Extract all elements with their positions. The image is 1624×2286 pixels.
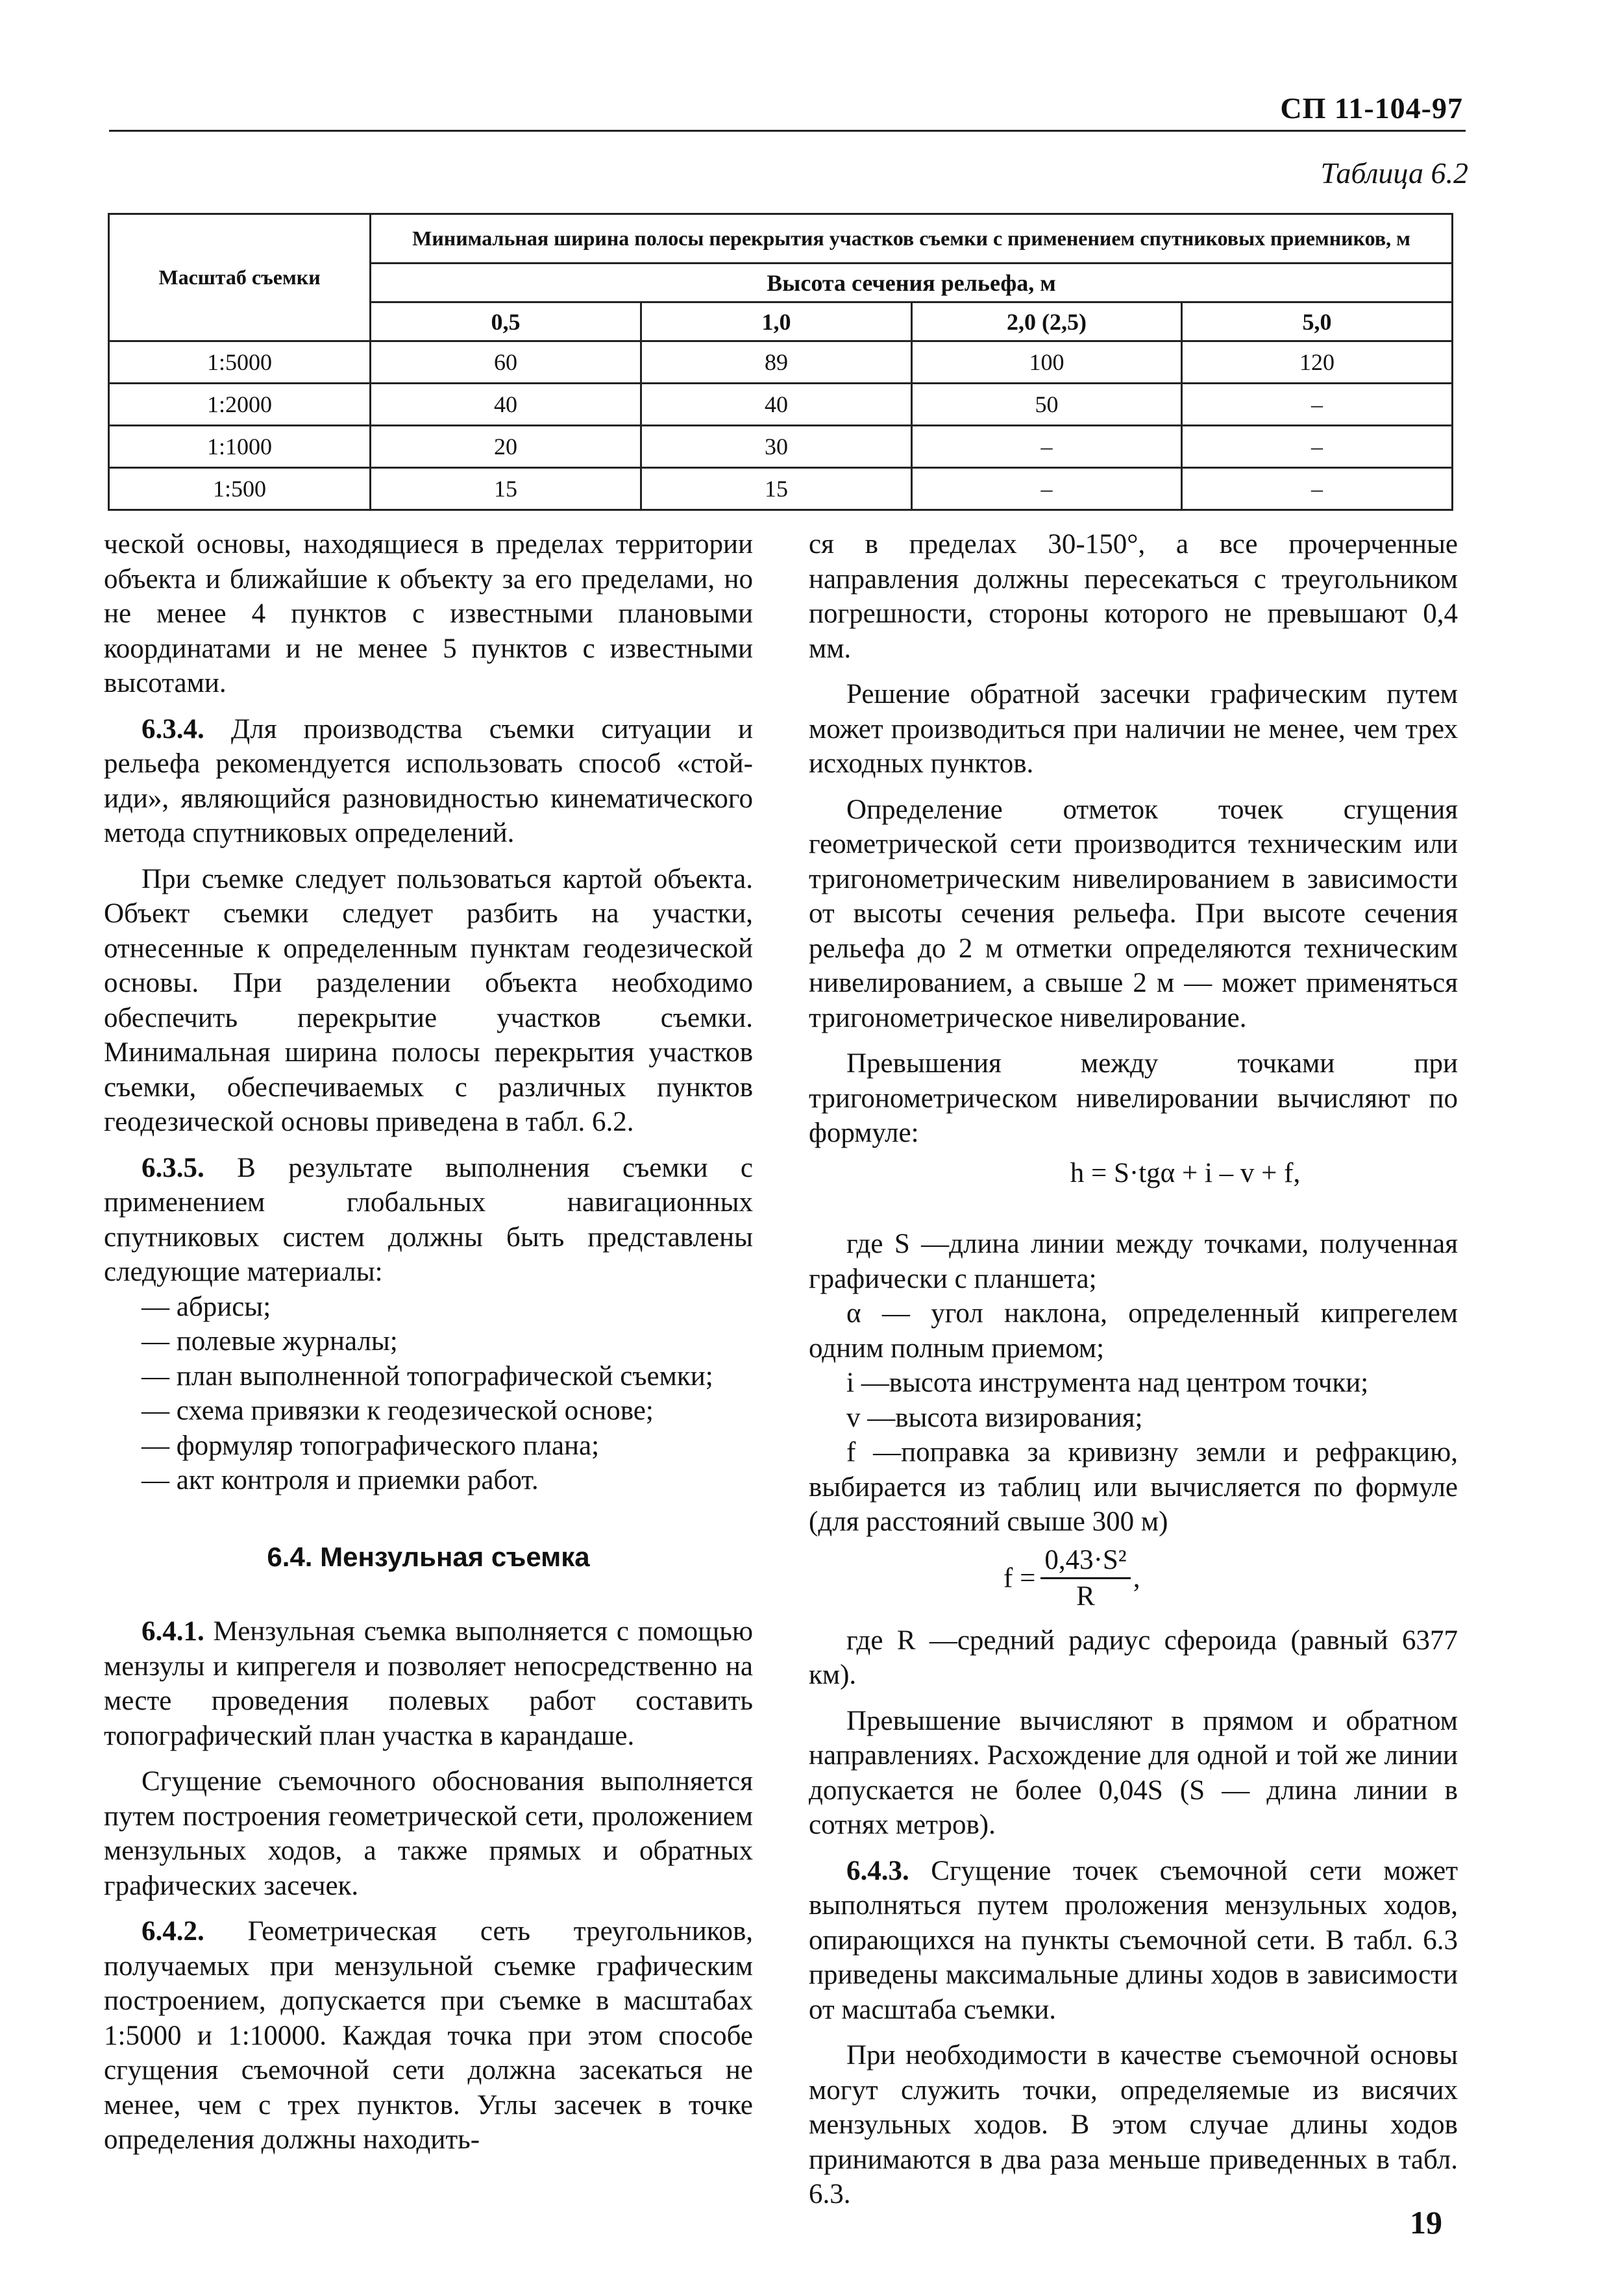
- overlap-width-table: [108, 213, 1453, 511]
- paragraph: Определение отметок точек сгущения геометрической сети производится техническим или тригонометрическим нивелированием в зависимости от высоты сечения рельефа. При высоте сечения рельефа до 2 м отметки определяются техническим нивелированием, а свыше 2 м — может применяться тригонометрическое нивелирование.: [809, 794, 1458, 1033]
- formula-fraction: [1040, 1543, 1130, 1614]
- table-cell: 40: [641, 384, 912, 426]
- paragraph-6-4-3: [809, 1854, 1458, 2028]
- paragraph: При необходимости в качестве съемочной основы могут служить точки, определяемые из висячих мензульных ходов. В этом случае длины ходов принимаются в два раза меньше приведенных в табл. 6.3.: [809, 2040, 1458, 2209]
- list-item: — формуляр топографического плана;: [141, 1430, 600, 1461]
- paragraph: i —высота инструмента над центром точки;: [846, 1368, 1369, 1398]
- paragraph: ческой основы, находящиеся в пределах территории объекта и ближайшие к объекту за его пределами, но не менее 4 пунктов с известными плановыми координатами и не менее 5 пунктов с известными высотами.: [104, 529, 753, 698]
- section-title: 6.4. Мензульная съемка: [267, 1541, 590, 1572]
- table-cell: 15: [371, 468, 641, 510]
- table-cell: 20: [371, 426, 641, 468]
- row-scale: 1:1000: [109, 426, 371, 468]
- page-number: 19: [1410, 2204, 1442, 2241]
- table-cell: –: [912, 426, 1182, 468]
- table-cell: –: [912, 468, 1182, 510]
- list-item: — план выполненной топографической съемки;: [141, 1360, 713, 1392]
- paragraph: где R —средний радиус сфероида (равный 6377 км).: [809, 1625, 1458, 1690]
- col-head: 2,0 (2,5): [912, 302, 1182, 341]
- clause-number: 6.3.5.: [141, 1152, 204, 1183]
- document-code: СП 11-104-97: [1280, 92, 1463, 125]
- table-cell: 15: [641, 468, 912, 510]
- table-cell: 50: [912, 384, 1182, 426]
- scale-column-header: Масштаб съемки: [109, 214, 371, 341]
- clause-text: Геометрическая сеть треугольников, получаемых при мензульной съемке графическим построением, допускается при съемке в масштабах 1:5000 и 1:10000. Каждая точка при этом способе сгущения съемочной сети должна засекаться не менее, чем с трех пунктов. Углы засечек в точке определения должны находить-: [104, 1916, 753, 2155]
- paragraph-6-4-2: [104, 1914, 753, 2157]
- col-head: 5,0: [1182, 302, 1453, 341]
- row-scale: 1:2000: [109, 384, 371, 426]
- header-rule: [109, 130, 1466, 132]
- left-column: [104, 527, 753, 2169]
- paragraph: Превышения между точками при тригонометрическом нивелировании вычисляют по формуле:: [809, 1048, 1458, 1148]
- paragraph: f —поправка за кривизну земли и рефракцию, выбирается из таблиц или вычисляется по формуле (для расстояний свыше 300 м): [809, 1437, 1458, 1537]
- formula-tail: ,: [1133, 1563, 1140, 1594]
- list-item: — абрисы;: [141, 1291, 271, 1322]
- paragraph: где S —длина линии между точками, полученная графически с планшета;: [809, 1229, 1458, 1294]
- right-column: [809, 527, 1458, 2223]
- paragraph: Сгущение съемочного обоснования выполняется путем построения геометрической сети, проложением мензульных ходов, а также прямых и обратных графических засечек.: [104, 1766, 753, 1901]
- relief-height-header: Высота сечения рельефа, м: [371, 264, 1453, 302]
- overlap-width-header: Минимальная ширина полосы перекрытия участков съемки с применением спутниковых приемников, м: [371, 214, 1453, 264]
- paragraph-6-4-1: [104, 1614, 753, 1753]
- clause-number: 6.4.1.: [141, 1616, 204, 1647]
- paragraph: α — угол наклона, определенный кипрегелем одним полным приемом;: [809, 1298, 1458, 1364]
- table-cell: –: [1182, 384, 1453, 426]
- list-item: — акт контроля и приемки работ.: [141, 1465, 539, 1495]
- table-row: [109, 384, 1453, 426]
- clause-text: Сгущение точек съемочной сети может выполняться путем проложения мензульных ходов, опирающихся на пункты съемочной сети. В табл. 6.3 приведены максимальные длины ходов в зависимости от масштаба съемки.: [809, 1855, 1458, 2025]
- table-row: [109, 468, 1453, 510]
- formula-lhs: f =: [1003, 1563, 1036, 1594]
- table-row: [109, 341, 1453, 384]
- formula-curvature-correction: [1003, 1543, 1140, 1614]
- clause-number: 6.4.3.: [846, 1855, 909, 1886]
- clause-number: 6.4.2.: [141, 1916, 204, 1947]
- table-caption: Таблица 6.2: [1320, 156, 1468, 190]
- paragraph-6-3-4: [104, 712, 753, 851]
- clause-number: 6.3.4.: [141, 713, 204, 744]
- clause-text: Для производства съемки ситуации и рельефа рекомендуется использовать способ «стой-иди», являющийся разновидностью кинематического метода спутниковых определений.: [104, 713, 753, 848]
- row-scale: 1:500: [109, 468, 371, 510]
- table-row: [109, 426, 1453, 468]
- row-scale: 1:5000: [109, 341, 371, 384]
- formula-denominator: R: [1076, 1580, 1095, 1612]
- table-cell: 120: [1182, 341, 1453, 384]
- table-cell: 40: [371, 384, 641, 426]
- paragraph: При съемке следует пользоваться картой объекта. Объект съемки следует разбить на участки, отнесенные к определенным пунктам геодезической основы. При разделении объекта необходимо обеспечить перекрытие участков съемки. Минимальная ширина полосы перекрытия участков съемки, обеспечиваемых с различных пунктов геодезической основы приведена в табл. 6.2.: [104, 863, 753, 1137]
- paragraph-6-3-5: [104, 1151, 753, 1290]
- col-head: 0,5: [371, 302, 641, 341]
- paragraph: Превышение вычисляют в прямом и обратном направлениях. Расхождение для одной и той же линии допускается не более 0,04S (S — длина линии в сотнях метров).: [809, 1705, 1458, 1840]
- clause-text: В результате выполнения съемки с применением глобальных навигационных спутниковых систем должны быть представлены следующие материалы:: [104, 1152, 753, 1287]
- table-cell: –: [1182, 468, 1453, 510]
- list-item: — полевые журналы;: [141, 1326, 398, 1357]
- col-head: 1,0: [641, 302, 912, 341]
- table-cell: –: [1182, 426, 1453, 468]
- paragraph: v —высота визирования;: [846, 1402, 1143, 1433]
- table-cell: 100: [912, 341, 1182, 384]
- paragraph: Решение обратной засечки графическим путем может производиться при наличии не менее, чем трех исходных пунктов.: [809, 679, 1458, 779]
- clause-text: Мензульная съемка выполняется с помощью мензулы и кипрегеля и позволяет непосредственно на месте проведения полевых работ составить топографический план участка в карандаше.: [104, 1616, 753, 1751]
- formula-numerator: 0,43·S²: [1040, 1543, 1130, 1579]
- table-cell: 30: [641, 426, 912, 468]
- table-cell: 89: [641, 341, 912, 384]
- formula-height-difference: h = S·tgα + i – v + f,: [1070, 1157, 1301, 1188]
- table-cell: 60: [371, 341, 641, 384]
- list-item: — схема привязки к геодезической основе;: [141, 1395, 654, 1426]
- paragraph: ся в пределах 30-150°, а все прочерченные направления должны пересекаться с треугольником погрешности, стороны которого не превышают 0,4 мм.: [809, 529, 1458, 664]
